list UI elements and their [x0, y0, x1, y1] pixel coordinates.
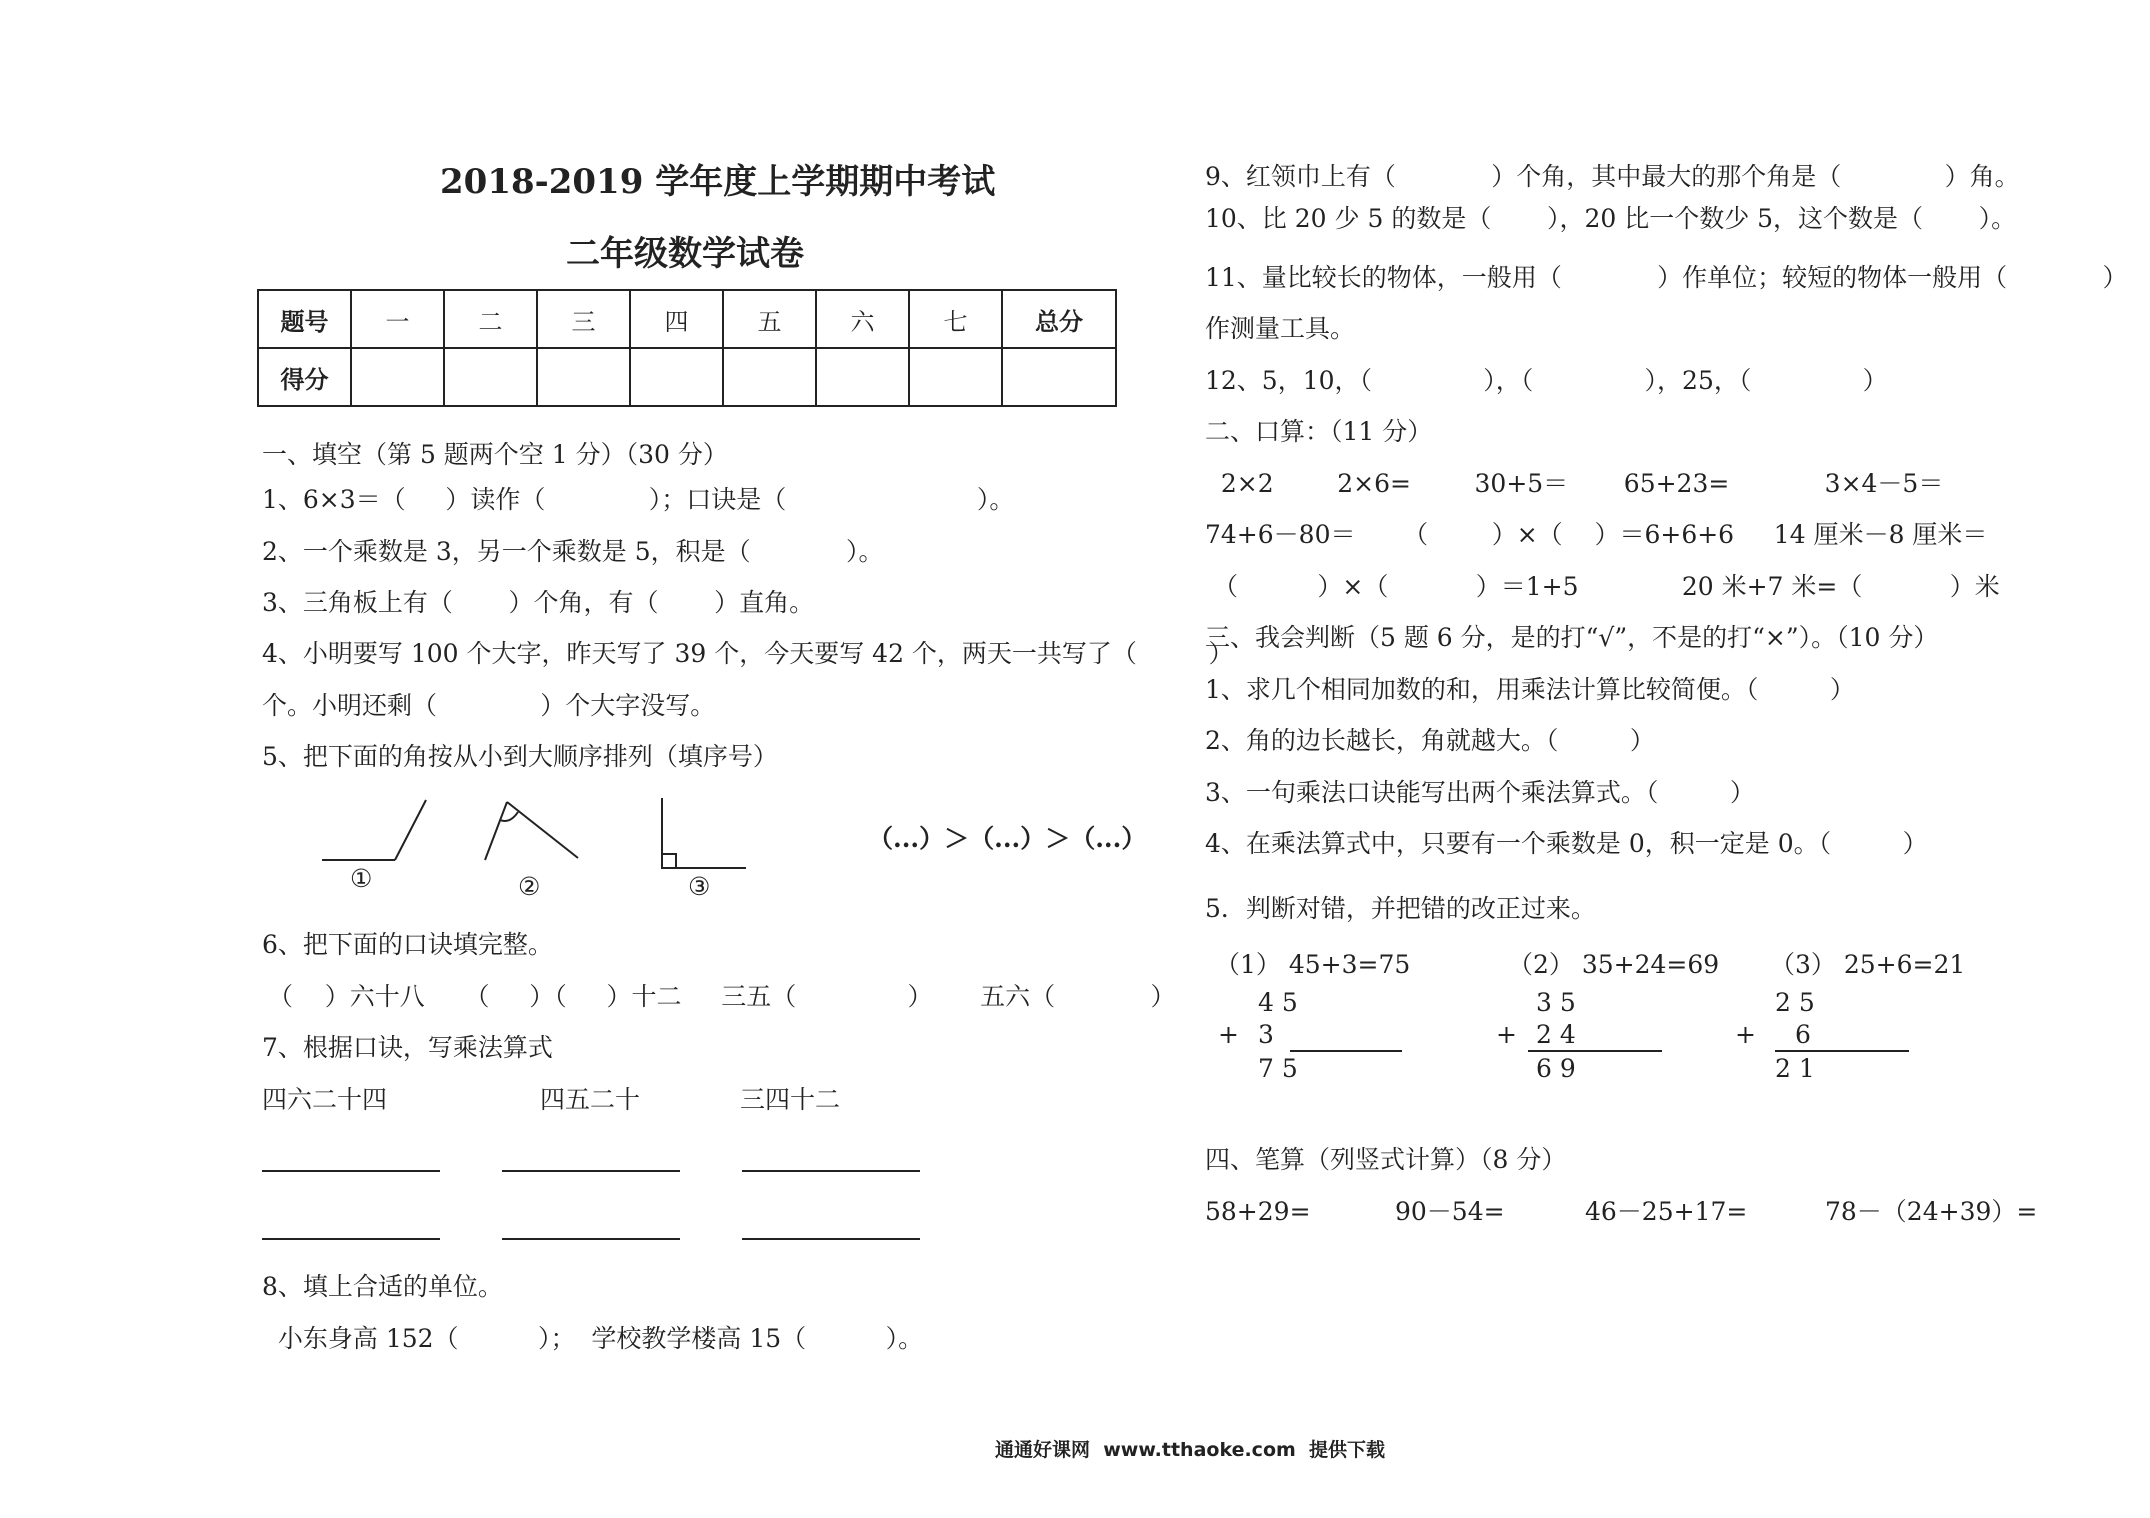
angle-1-label: ① [350, 864, 373, 893]
calc-line [1775, 1050, 1909, 1052]
question-9: 9、红领巾上有（ ）个角，其中最大的那个角是（ ）角。 [1205, 162, 2020, 191]
score-cell: 三 [537, 290, 630, 348]
question-4b: 个。小明还剩（ ）个大字没写。 [262, 691, 716, 720]
vertical-calc-1-title: （1） 45+3=75 [1215, 950, 1411, 979]
question-7: 7、根据口诀，写乘法算式 [262, 1033, 553, 1062]
written-calc-3: 46－25+17= [1585, 1197, 1748, 1226]
mental-calc-row-2: 74+6－80＝ （ ）×（ ）＝6+6+6 14 厘米－8 厘米＝ [1205, 520, 1988, 549]
score-cell: 七 [909, 290, 1002, 348]
score-cell: 总分 [1002, 290, 1116, 348]
vertical-calc-3-addend: 6 [1795, 1020, 1811, 1049]
score-table-header-row [258, 290, 1116, 348]
vertical-calc-3-top: 2 5 [1775, 988, 1815, 1017]
written-calc-4: 78－（24+39）= [1825, 1197, 2038, 1226]
score-table [257, 289, 1117, 407]
angle-3-label: ③ [688, 872, 711, 901]
question-5: 5、把下面的角按从小到大顺序排列（填序号） [262, 742, 778, 771]
score-blank [444, 348, 537, 406]
angle-2-figure [485, 802, 578, 860]
vertical-calc-2-title: （2） 35+24=69 [1508, 950, 1720, 979]
question-7-item-c: 三四十二 [740, 1085, 841, 1114]
question-8-items: 小东身高 152（ ）； 学校教学楼高 15（ ）。 [262, 1324, 924, 1353]
exam-subtitle: 二年级数学试卷 [566, 234, 804, 274]
question-12: 12、5，10，（ ），（ ），25，（ ） [1205, 366, 1888, 395]
judge-4: 4、在乘法算式中，只要有一个乘数是 0，积一定是 0。（ ） [1205, 829, 1928, 858]
score-blank [816, 348, 909, 406]
vertical-calc-2-addend: 2 4 [1536, 1020, 1576, 1049]
question-6: 6、把下面的口诀填完整。 [262, 930, 553, 959]
answer-line [262, 1170, 440, 1172]
question-10: 10、比 20 少 5 的数是（ ），20 比一个数少 5，这个数是（ ）。 [1205, 204, 2017, 233]
mental-calc-row-3: （ ）×（ ）＝1+5 20 米+7 米=（ ）米 [1205, 572, 2000, 601]
question-7-item-b: 四五二十 [540, 1085, 641, 1114]
calc-line [1290, 1050, 1402, 1052]
question-11a: 11、量比较长的物体，一般用（ ）作单位；较短的物体一般用（ ） [1205, 263, 2128, 292]
section-1-heading: 一、填空（第 5 题两个空 1 分）（30 分） [262, 440, 728, 469]
answer-line [742, 1238, 920, 1240]
answer-line [742, 1170, 920, 1172]
answer-line [262, 1238, 440, 1240]
score-blank [351, 348, 444, 406]
score-table-score-row [258, 348, 1116, 406]
written-calc-2: 90－54= [1395, 1197, 1505, 1226]
vertical-calc-1-result: 7 5 [1258, 1054, 1298, 1083]
judge-2: 2、角的边长越长，角就越大。（ ） [1205, 726, 1655, 755]
vertical-calc-1-addend: 3 [1258, 1020, 1274, 1049]
question-4a: 4、小明要写 100 个大字，昨天写了 39 个，今天要写 42 个，两天一共写了（ ） [262, 639, 1234, 668]
question-2: 2、一个乘数是 3，另一个乘数是 5，积是（ ）。 [262, 537, 884, 566]
score-blank [1002, 348, 1116, 406]
mental-calc-row-1: 2×2 2×6= 30+5＝ 65+23= 3×4－5＝ [1205, 469, 1944, 498]
calc-line [1528, 1050, 1662, 1052]
vertical-calc-3-title: （3） 25+6=21 [1770, 950, 1966, 979]
angle-3-figure [662, 798, 746, 868]
plus-sign: + [1496, 1020, 1517, 1049]
question-3: 3、三角板上有（ ）个角，有（ ）直角。 [262, 588, 815, 617]
exam-title: 2018-2019 学年度上学期期中考试 [440, 162, 996, 202]
score-cell: 得分 [258, 348, 351, 406]
vertical-calc-2-result: 6 9 [1536, 1054, 1576, 1083]
judge-1: 1、求几个相同加数的和，用乘法计算比较简便。（ ） [1205, 675, 1855, 704]
question-1: 1、6×3＝（ ）读作（ ）；口诀是（ ）。 [262, 485, 1015, 514]
answer-line [502, 1170, 680, 1172]
question-7-item-a: 四六二十四 [262, 1085, 388, 1114]
footer-source: 通通好课网 www.tthaoke.com 提供下载 [995, 1439, 1386, 1461]
score-cell: 题号 [258, 290, 351, 348]
score-cell: 一 [351, 290, 444, 348]
question-8: 8、填上合适的单位。 [262, 1272, 503, 1301]
judge-3: 3、一句乘法口诀能写出两个乘法算式。（ ） [1205, 778, 1755, 807]
question-11b: 作测量工具。 [1205, 314, 1356, 343]
angle-1-figure [322, 800, 426, 860]
plus-sign: + [1735, 1020, 1756, 1049]
section-4-heading: 四、笔算（列竖式计算）（8 分） [1205, 1145, 1567, 1174]
section-3-heading: 三、我会判断（5 题 6 分，是的打“√”，不是的打“×”）。（10 分） [1205, 623, 1939, 652]
vertical-calc-2-top: 3 5 [1536, 988, 1576, 1017]
score-cell: 六 [816, 290, 909, 348]
score-blank [630, 348, 723, 406]
score-cell: 五 [723, 290, 816, 348]
plus-sign: + [1218, 1020, 1239, 1049]
score-blank [537, 348, 630, 406]
score-blank [909, 348, 1002, 406]
score-blank [723, 348, 816, 406]
score-cell: 四 [630, 290, 723, 348]
vertical-calc-1-top: 4 5 [1258, 988, 1298, 1017]
answer-line [502, 1238, 680, 1240]
section-2-heading: 二、口算：（11 分） [1205, 417, 1433, 446]
angle-order-blanks: （...）＞（...）＞（...） [868, 824, 1147, 853]
angle-2-label: ② [518, 872, 541, 901]
score-cell: 二 [444, 290, 537, 348]
vertical-calc-3-result: 2 1 [1775, 1054, 1815, 1083]
written-calc-1: 58+29= [1205, 1197, 1311, 1226]
question-6-items: （ ）六十八 （ ）（ ）十二 三五（ ） 五六（ ） [268, 982, 1176, 1011]
judge-5: 5．判断对错，并把错的改正过来。 [1205, 894, 1596, 923]
